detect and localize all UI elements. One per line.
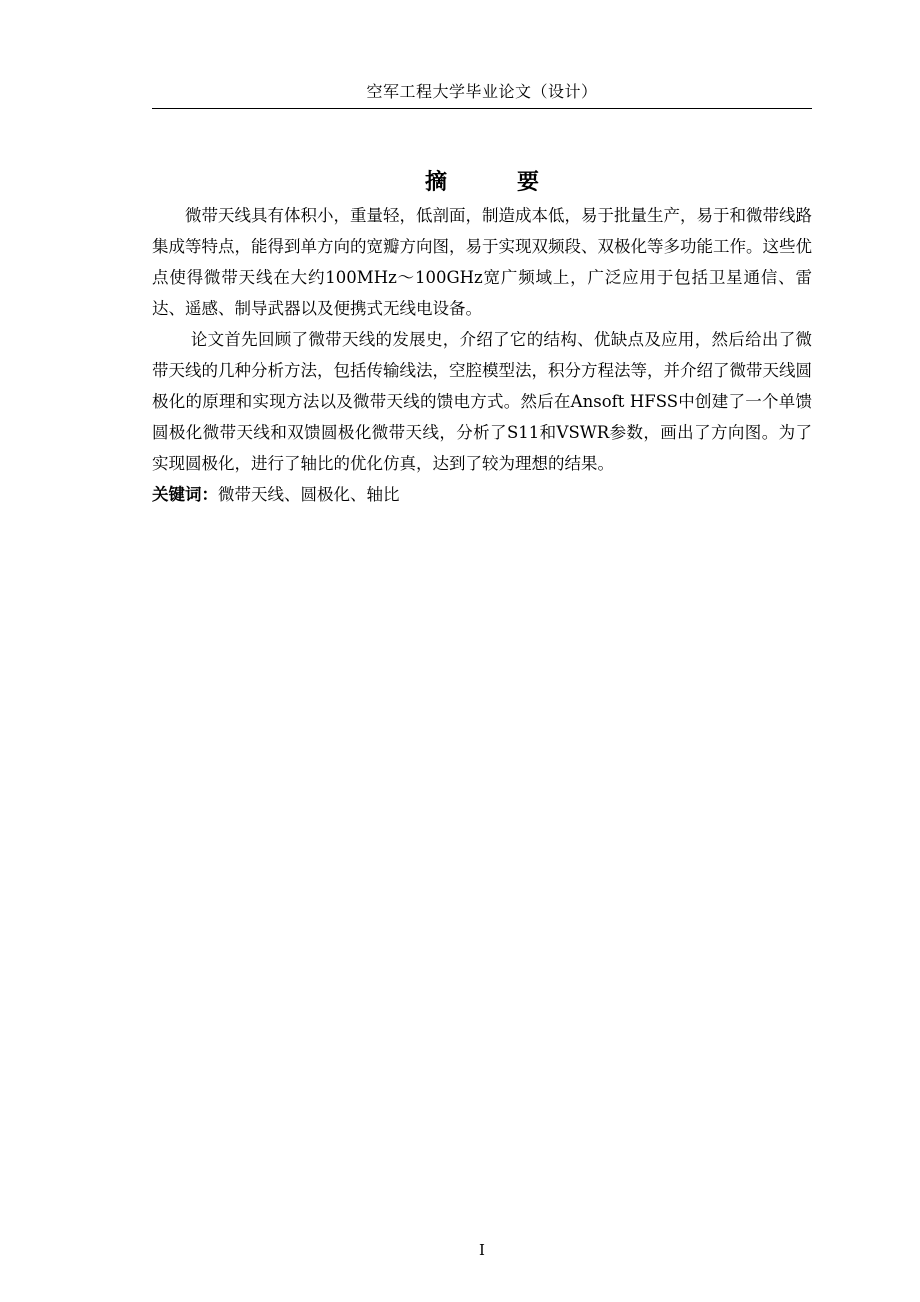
keywords-label: 关键词： xyxy=(152,485,218,504)
abstract-title: 摘 要 xyxy=(424,170,563,195)
abstract-body xyxy=(152,200,812,510)
keywords-value: 微带天线、圆极化、轴比 xyxy=(218,485,400,504)
page-number: I xyxy=(479,1241,485,1259)
page-header: 空军工程大学毕业论文（设计） xyxy=(366,82,598,101)
keywords-line xyxy=(152,479,812,510)
abstract-paragraph: 论文首先回顾了微带天线的发展史，介绍了它的结构、优缺点及应用，然后给出了微带天线的几种分析方法，包括传输线法，空腔模型法，积分方程法等，并介绍了微带天线圆极化的原理和实现方法以及微带天线的馈电方式。然后在Ansoft HFSS中创建了一个单馈圆极化微带天线和双馈圆极化微带天线，分析了S11和VSWR参数，画出了方向图。为了实现圆极化，进行了轴比的优化仿真，达到了较为理想的结果。 xyxy=(152,330,812,473)
abstract-paragraph: 微带天线具有体积小，重量轻，低剖面，制造成本低，易于批量生产，易于和微带线路集成等特点，能得到单方向的宽瓣方向图，易于实现双频段、双极化等多功能工作。这些优点使得微带天线在大约100MHz～100GHz宽广频域上，广泛应用于包括卫星通信、雷达、遥感、制导武器以及便携式无线电设备。 xyxy=(152,206,812,318)
header-rule xyxy=(152,108,812,109)
